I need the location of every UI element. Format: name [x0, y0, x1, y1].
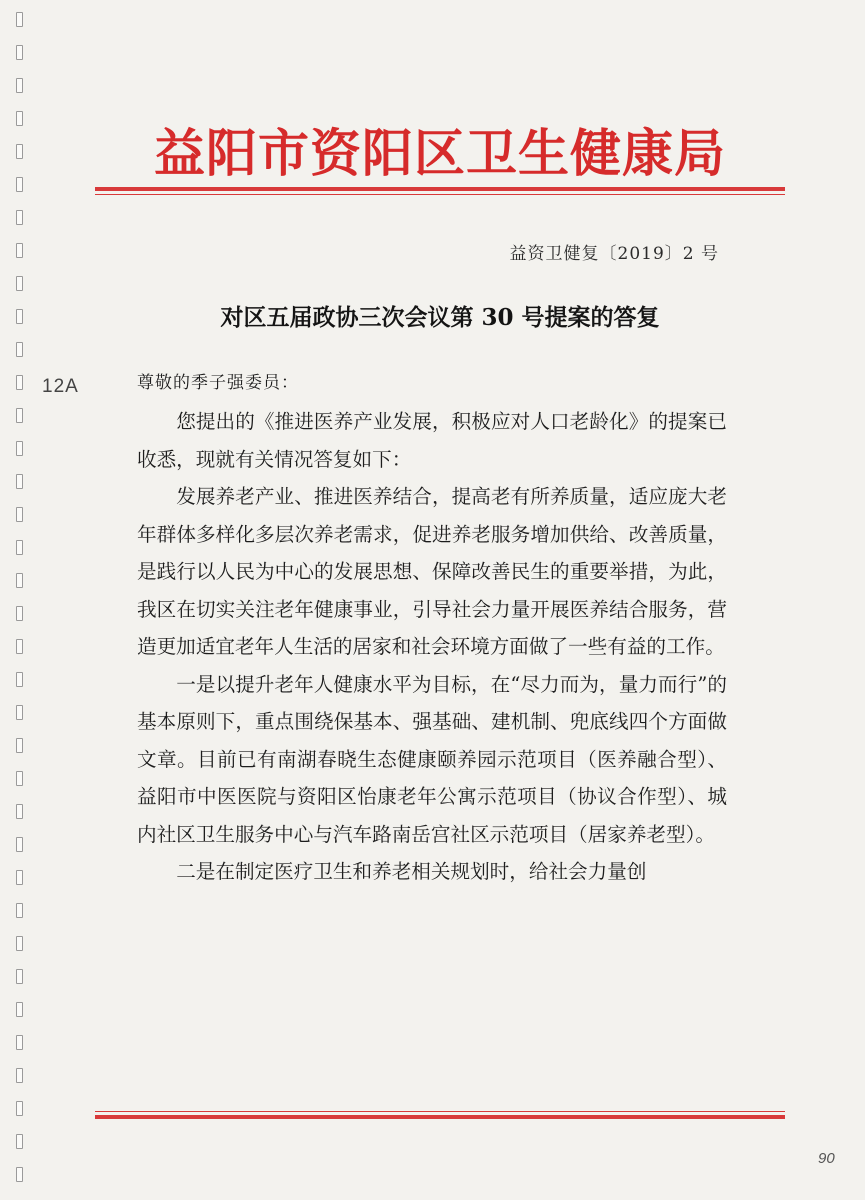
- binding-hole: [16, 771, 23, 786]
- binding-hole: [16, 12, 23, 27]
- binding-hole: [16, 969, 23, 984]
- binding-hole: [16, 243, 23, 258]
- binding-hole: [16, 1002, 23, 1017]
- letterhead-rule-thin: [95, 194, 785, 195]
- body-paragraph: 发展养老产业、推进医养结合，提高老有所养质量，适应庞大老年群体多样化多层次养老需求，促进养老服务增加供给、改善质量，是践行以人民为中心的发展思想、保障改善民生的重要举措，为此，我区在切实关注老年健康事业，引导社会力量开展医养结合服务，营造更加适宜老年人生活的居家和社会环境方面做了一些有益的工作。: [137, 485, 727, 658]
- binding-hole: [16, 672, 23, 687]
- body-paragraph: 您提出的《推进医养产业发展，积极应对人口老龄化》的提案已收悉，现就有关情况答复如下：: [137, 410, 727, 471]
- binding-hole: [16, 375, 23, 390]
- binding-hole: [16, 573, 23, 588]
- binding-hole: [16, 144, 23, 159]
- margin-handwritten-note: 12A: [42, 376, 79, 397]
- letterhead-title: 益阳市资阳区卫生健康局: [153, 124, 726, 184]
- binding-hole: [16, 441, 23, 456]
- binding-hole: [16, 507, 23, 522]
- binding-hole: [16, 738, 23, 753]
- binding-hole: [16, 78, 23, 93]
- document-title: 对区五届政协三次会议第 30 号提案的答复: [220, 304, 660, 331]
- letterhead-rule-thick: [95, 187, 785, 191]
- binding-hole: [16, 276, 23, 291]
- binding-hole: [16, 309, 23, 324]
- binding-hole: [16, 1035, 23, 1050]
- binding-holes: [0, 0, 44, 1200]
- binding-hole: [16, 111, 23, 126]
- binding-hole: [16, 1068, 23, 1083]
- binding-hole: [16, 1167, 23, 1182]
- binding-hole: [16, 804, 23, 819]
- binding-hole: [16, 474, 23, 489]
- page-number: 90: [818, 1150, 835, 1167]
- binding-hole: [16, 639, 23, 654]
- binding-hole: [16, 1134, 23, 1149]
- binding-hole: [16, 936, 23, 951]
- binding-hole: [16, 837, 23, 852]
- binding-hole: [16, 210, 23, 225]
- binding-hole: [16, 342, 23, 357]
- binding-hole: [16, 903, 23, 918]
- binding-hole: [16, 870, 23, 885]
- footer-rule-thin: [95, 1111, 785, 1112]
- body-text: [137, 403, 727, 891]
- body-paragraph: 一是以提升老年人健康水平为目标，在“尽力而为，量力而行”的基本原则下，重点围绕保基本、强基础、建机制、兜底线四个方面做文章。目前已有南湖春晓生态健康颐养园示范项目（医养融合型）、益阳市中医医院与资阳区怡康老年公寓示范项目（协议合作型）、城内社区卫生服务中心与汽车路南岳宫社区示范项目（居家养老型）。: [137, 672, 727, 846]
- binding-hole: [16, 408, 23, 423]
- document-number: 益资卫健复〔2019〕2 号: [509, 244, 719, 264]
- binding-hole: [16, 606, 23, 621]
- binding-hole: [16, 705, 23, 720]
- binding-hole: [16, 1101, 23, 1116]
- binding-hole: [16, 177, 23, 192]
- salutation: 尊敬的季子强委员：: [137, 373, 299, 393]
- footer-rule-thick: [95, 1115, 785, 1119]
- binding-hole: [16, 45, 23, 60]
- body-paragraph: 二是在制定医疗卫生和养老相关规划时，给社会力量创: [176, 860, 647, 883]
- binding-hole: [16, 540, 23, 555]
